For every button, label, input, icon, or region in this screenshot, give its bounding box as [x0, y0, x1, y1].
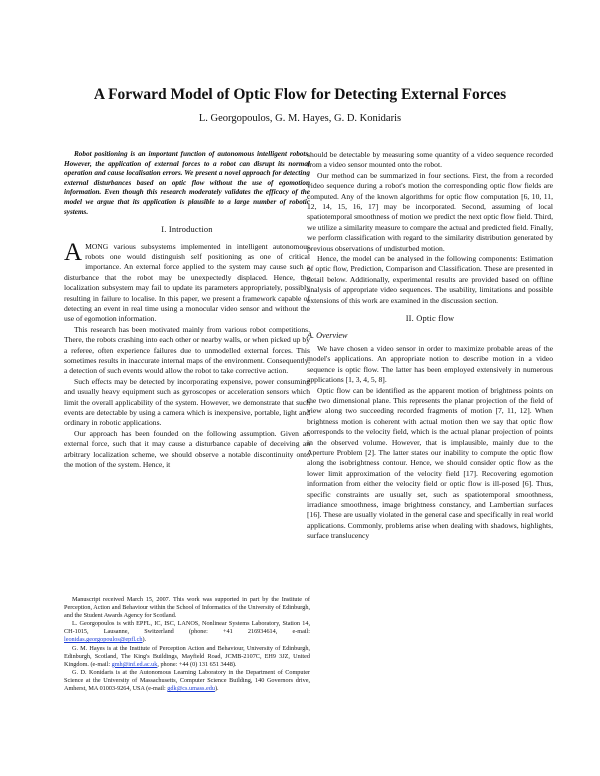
footnote-manuscript: Manuscript received March 15, 2007. This work was supported in part by the Institute of Perception, Action and Behaviour within the School of Informatics of the University of Edinburgh, and the Student Awards Agency for Scotland.	[64, 596, 310, 620]
overview-paragraph-1: We have chosen a video sensor in order to maximize probable areas of the model's applications. An appropriate notion to describe motion in a video sequence is optic flow. The latter has been employed extensively in numerous applications [1, 3, 4, 5, 8].	[307, 343, 553, 385]
footnotes	[64, 596, 310, 693]
right-column	[307, 150, 553, 542]
intro-summary-paragraph: Our method can be summarized in four sections. First, the from a recorded video sequence during a robot's motion the corresponding optic flow fields are computed. Any of the known algorithms for optic flow computation [6, 10, 11, 12, 14, 15, 16, 17] may be incorporated. Second, assuming of local spatiotemporal smoothness of motion we predict the next optic flow field. Third, we utilize a similarity measure to compare the actual and predicted field. Finally, we perform classification with regard to the similarity distribution generated by previous observations of undisturbed motion.	[307, 170, 553, 253]
paper-title: A Forward Model of Optic Flow for Detecting External Forces	[93, 86, 507, 103]
overview-paragraph-2: Optic flow can be identified as the apparent motion of brightness points on the two dimensional plane. This represents the planar projection of the field of view along two succeeding recorded fragments of motion [7, 11, 12]. When brightness motion is coherent with actual motion then we say that optic flow corresponds to the velocity field, which is the actual planar projection of points in the observed volume. However, that is implausible, mainly due to the Aperture Problem [2]. The latter states our inability to compute the optic flow along the isobrightness contour. Hence, we should consider optic flow as the lower limit approximation of the velocity field [17]. Recovering egomotion information from either the velocity field or optic flow is ill-posed [6]. Thus, specific constraints are usually set, such as spatiotemporal smoothness, irradiance smoothness, image brightness constancy, and Lambertian surfaces [16]. These are usually violated in the general case and specifically in real world applications. Commonly, problems arise when dealing with shadows, highlights, surface translucency	[307, 385, 553, 541]
intro-paragraph-4: Our approach has been founded on the following assumption. Given an external force, such that it may cause a disturbance capable of deceiving an arbitrary localization scheme, we should observe a notable discontinuity onto the motion of the system. Hence, it	[64, 428, 310, 470]
subsection-heading-overview: A. Overview	[307, 330, 348, 340]
footnote-text: G. M. Hayes is at the Institute of Perception Action and Behaviour, University of Edinburgh, Edinburgh, Scotland, The King's Buildings, Mayfield Road, JCMB-2107C, EH9 3JZ, United Kingdom. (e-mail:	[64, 644, 310, 668]
footnote-georgopoulos	[64, 620, 310, 644]
intro-paragraph-1-text: MONG various subsystems implemented in intelligent autonomous robots one would distinguish self positioning as one of critical importance. An external force applied to the system may cause such a disturbance that the robot may be unexpectedly displaced. Hence, the localization subsystem may fail to update its parameters appropriately, possibly resulting in failure to localise. In this paper, we present a framework capable of detecting an event in real time using a monocular video sensor and without the use of egomotion information.	[64, 241, 310, 324]
intro-paragraph-2: This research has been motivated mainly from various robot competitions. There, the robots crashing into each other or nearby walls, or when picked up by a referee, often experience failures due to unmodelled external forces. This sometimes results in inaccurate internal maps of the environment. Consequently, a detection of such events would allow the robot to take corrective action.	[64, 324, 310, 376]
intro-paragraph-1	[64, 238, 310, 325]
section-heading-optic-flow: II. Optic flow	[405, 314, 455, 324]
footnote-text: ).	[142, 636, 147, 644]
intro-paragraph-3: Such effects may be detected by incorporating expensive, power consuming and usually heavy equipment such as gyroscopes or acceleration sensors which limit the overall applicability of the system. However, we demonstrate that such events are detectable by using a camera which is inexpensive, portable, light and ordinary in robotic applications.	[64, 376, 310, 428]
paper-authors: L. Georgopoulos, G. M. Hayes, G. D. Konidaris	[198, 113, 402, 124]
email-link-konidaris[interactable]: gdk@cs.umass.edu	[167, 685, 215, 693]
email-link-georgopoulos[interactable]: leonidas.georgopoulos@epfl.ch	[64, 636, 143, 644]
footnote-text: ).	[214, 685, 219, 693]
footnote-hayes	[64, 645, 310, 669]
abstract: Robot positioning is an important function of autonomous intelligent robots. However, the application of external forces to a robot can disrupt its normal operation and cause localisation errors. We present a novel approach for detecting external disturbances based on optic flow without the use of egomotion information. Even though this research moderately validates the efficacy of the model we argue that its application is plausible to a large number of robotic systems.	[64, 150, 310, 216]
intro-continuation: should be detectable by measuring some quantity of a video sequence recorded from a video sensor mounted onto the robot.	[307, 150, 553, 170]
left-column	[64, 150, 310, 471]
footnote-text: G. D. Konidaris is at the Autonomous Learning Laboratory in the Department of Computer Science at the University of Massachusetts, Computer Science Building, 140 Governors drive, Amherst, MA 01003-9264, USA (e-mail:	[64, 668, 310, 693]
footnote-konidaris	[64, 669, 310, 693]
footnote-text: L. Georgopoulos is with EPFL, IC, ISC, LANOS, Nonlinear Systems Laboratory, Station 14, CH-1015, Lausanne, Switzerland (phone: +41 216934614, e-mail:	[64, 620, 310, 636]
intro-components-paragraph: Hence, the model can be analysed in the following components: Estimation of optic flow, Prediction, Comparison and Classification. These are presented in detail below. Additionally, experimental results are provided based on offline analysis of appropriate video sequences. The usability, limitations and possible extensions of this work are examined in the discussion section.	[307, 254, 553, 305]
section-heading-introduction: I. Introduction	[161, 225, 213, 235]
email-link-hayes[interactable]: gmh@inf.ed.ac.uk	[111, 660, 158, 668]
drop-cap: A	[64, 238, 83, 266]
footnote-text: , phone: +44 (0) 131 651 3448).	[157, 660, 237, 668]
